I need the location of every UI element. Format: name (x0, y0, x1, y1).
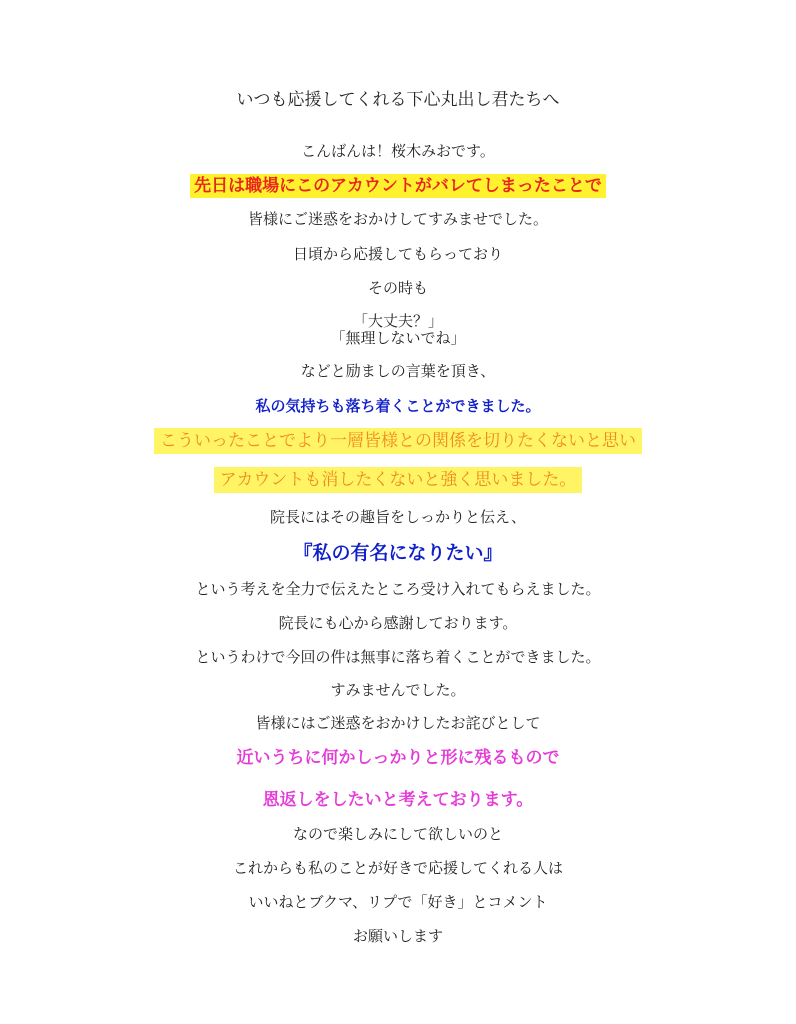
text-line: 日頃から応援してもらっており (292, 245, 503, 263)
text-line: これからも私のことが好きで応援してくれる人は (232, 859, 563, 877)
text-line: という考えを全力で伝えたところ受け入れてもらえました。 (195, 580, 601, 598)
highlighted-text: 先日は職場にこのアカウントがバレてしまったことで (190, 174, 606, 198)
text-line: 院長にも心から感謝しております。 (278, 614, 518, 632)
text-line: いいねとブクマ、リプで「好き」とコメント (248, 893, 548, 911)
closing-line: お願いします (352, 927, 443, 945)
highlight-line-orange (0, 467, 796, 493)
quote-line: 「大丈夫？」 (352, 312, 443, 330)
highlight-line-orange (0, 428, 796, 454)
highlighted-text: こういったことでより一層皆様との関係を切りたくないと思い (154, 428, 642, 454)
text-line: なので楽しみにして欲しいのと (292, 825, 503, 843)
text-line: などと励ましの言葉を頂き、 (300, 362, 496, 380)
document-title: いつも応援してくれる下心丸出し君たちへ (236, 90, 560, 110)
highlight-line-red (0, 174, 796, 198)
emphasis-line-pink: 近いうちに何かしっかりと形に残るもので (236, 748, 560, 768)
emphasis-line-blue: 私の気持ちも落ち着くことができました。 (255, 397, 541, 415)
highlighted-text: アカウントも消したくないと強く思いました。 (214, 467, 583, 493)
text-line: 皆様にはご迷惑をおかけしたお詫びとして (255, 714, 541, 732)
text-line: その時も (367, 279, 428, 297)
text-line: 院長にはその趣旨をしっかりと伝え、 (270, 508, 526, 526)
quote-line: 「無理しないでね」 (330, 329, 466, 347)
text-line: というわけで今回の件は無事に落ち着くことができました。 (195, 648, 601, 666)
greeting-line: こんばんは！桜木みおです。 (301, 142, 495, 160)
text-line: すみませんでした。 (330, 681, 466, 699)
emphasis-line-blue-large: 『私の有名になりたい』 (293, 542, 503, 564)
text-line: 皆様にご迷惑をおかけしてすみませでした。 (247, 210, 548, 228)
emphasis-line-pink: 恩返しをしたいと考えております。 (262, 790, 534, 810)
